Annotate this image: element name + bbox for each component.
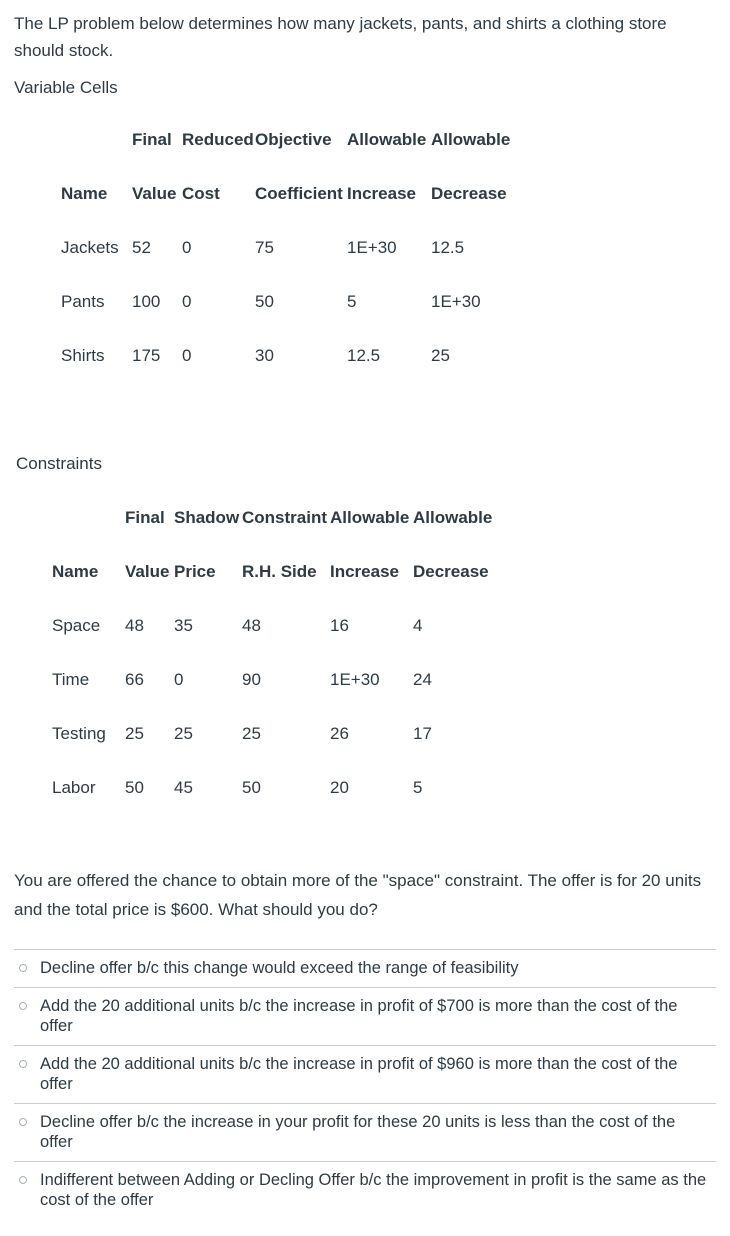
con-row-time-decrease: 24 — [413, 670, 432, 689]
var-header-coefficient: Coefficient — [255, 184, 343, 203]
answer-list — [14, 949, 716, 1219]
var-row-shirts-increase: 12.5 — [347, 346, 381, 365]
answer-label-5: Indifferent between Adding or Decling Offer b/c the improvement in profit is the same as the cost of the offer — [40, 1171, 707, 1209]
answer-option-1[interactable] — [14, 949, 716, 987]
radio-button-4[interactable] — [19, 1118, 27, 1126]
con-header-final: Final — [125, 508, 165, 527]
var-row-jackets-value: 52 — [132, 238, 151, 257]
var-header-reduced: Reduced — [182, 130, 254, 149]
var-row-jackets-increase: 1E+30 — [347, 238, 397, 257]
variable-cells-title: Variable Cells — [14, 78, 118, 97]
var-row-shirts-cost: 0 — [182, 346, 192, 365]
var-header-value: Value — [132, 184, 177, 203]
var-header-increase: Increase — [347, 184, 416, 203]
con-row-time-value: 66 — [125, 670, 144, 689]
var-header-allowable-1: Allowable — [347, 130, 427, 149]
var-row-shirts-name: Shirts — [61, 346, 105, 365]
var-row-jackets-decrease: 12.5 — [431, 238, 465, 257]
con-header-allowable-1: Allowable — [330, 508, 410, 527]
con-row-testing-name: Testing — [52, 724, 106, 743]
con-header-shadow: Shadow — [174, 508, 240, 527]
answer-option-3[interactable] — [14, 1045, 716, 1103]
var-row-jackets-coef: 75 — [255, 238, 274, 257]
answer-option-5[interactable] — [14, 1161, 716, 1219]
answer-label-3: Add the 20 additional units b/c the increase in profit of $960 is more than the cost of the offer — [40, 1055, 678, 1093]
var-header-objective: Objective — [255, 130, 332, 149]
con-row-testing-rhs: 25 — [242, 724, 261, 743]
con-header-price: Price — [174, 562, 216, 581]
con-row-space-name: Space — [52, 616, 101, 635]
con-row-labor-price: 45 — [174, 778, 193, 797]
var-row-jackets-cost: 0 — [182, 238, 192, 257]
con-header-decrease: Decrease — [413, 562, 489, 581]
answer-option-4[interactable] — [14, 1103, 716, 1161]
con-row-testing-increase: 26 — [330, 724, 349, 743]
var-header-allowable-2: Allowable — [431, 130, 511, 149]
var-row-pants-value: 100 — [132, 292, 161, 311]
con-row-time-price: 0 — [174, 670, 184, 689]
con-header-increase: Increase — [330, 562, 399, 581]
con-row-space-price: 35 — [174, 616, 193, 635]
radio-button-3[interactable] — [19, 1060, 27, 1068]
con-header-name: Name — [52, 562, 99, 581]
con-row-space-rhs: 48 — [242, 616, 261, 635]
answer-label-2: Add the 20 additional units b/c the increase in profit of $700 is more than the cost of the offer — [40, 997, 678, 1035]
var-row-shirts-decrease: 25 — [431, 346, 450, 365]
con-row-space-value: 48 — [125, 616, 144, 635]
con-row-labor-name: Labor — [52, 778, 96, 797]
question-text: You are offered the chance to obtain more of the "space" constraint. The offer is for 20 units and the total price is $600. What should you do? — [14, 871, 702, 919]
con-row-testing-decrease: 17 — [413, 724, 432, 743]
answer-label-4: Decline offer b/c the increase in your profit for these 20 units is less than the cost of the offer — [40, 1113, 676, 1151]
var-header-name: Name — [61, 184, 108, 203]
constraints-title: Constraints — [16, 454, 102, 473]
con-row-labor-rhs: 50 — [242, 778, 261, 797]
answer-option-2[interactable] — [14, 987, 716, 1045]
con-row-labor-decrease: 5 — [413, 778, 423, 797]
con-row-time-increase: 1E+30 — [330, 670, 380, 689]
var-header-cost: Cost — [182, 184, 220, 203]
var-header-final: Final — [132, 130, 172, 149]
var-row-shirts-coef: 30 — [255, 346, 274, 365]
con-header-rhs: R.H. Side — [242, 562, 317, 581]
intro-text: The LP problem below determines how many jackets, pants, and shirts a clothing store should stock. — [14, 14, 667, 60]
var-row-pants-coef: 50 — [255, 292, 274, 311]
con-header-value: Value — [125, 562, 170, 581]
radio-button-2[interactable] — [19, 1002, 27, 1010]
con-row-testing-value: 25 — [125, 724, 144, 743]
con-header-allowable-2: Allowable — [413, 508, 493, 527]
var-row-shirts-value: 175 — [132, 346, 161, 365]
con-row-labor-increase: 20 — [330, 778, 349, 797]
var-row-pants-decrease: 1E+30 — [431, 292, 481, 311]
var-row-jackets-name: Jackets — [61, 238, 119, 257]
con-row-time-name: Time — [52, 670, 90, 689]
radio-button-5[interactable] — [19, 1176, 27, 1184]
con-row-time-rhs: 90 — [242, 670, 261, 689]
con-row-space-decrease: 4 — [413, 616, 423, 635]
var-row-pants-cost: 0 — [182, 292, 192, 311]
con-header-constraint: Constraint — [242, 508, 327, 527]
con-row-space-increase: 16 — [330, 616, 349, 635]
answer-label-1: Decline offer b/c this change would exceed the range of feasibility — [40, 959, 519, 977]
var-row-pants-increase: 5 — [347, 292, 357, 311]
var-row-pants-name: Pants — [61, 292, 105, 311]
radio-button-1[interactable] — [19, 964, 27, 972]
con-row-labor-value: 50 — [125, 778, 144, 797]
con-row-testing-price: 25 — [174, 724, 193, 743]
var-header-decrease: Decrease — [431, 184, 507, 203]
